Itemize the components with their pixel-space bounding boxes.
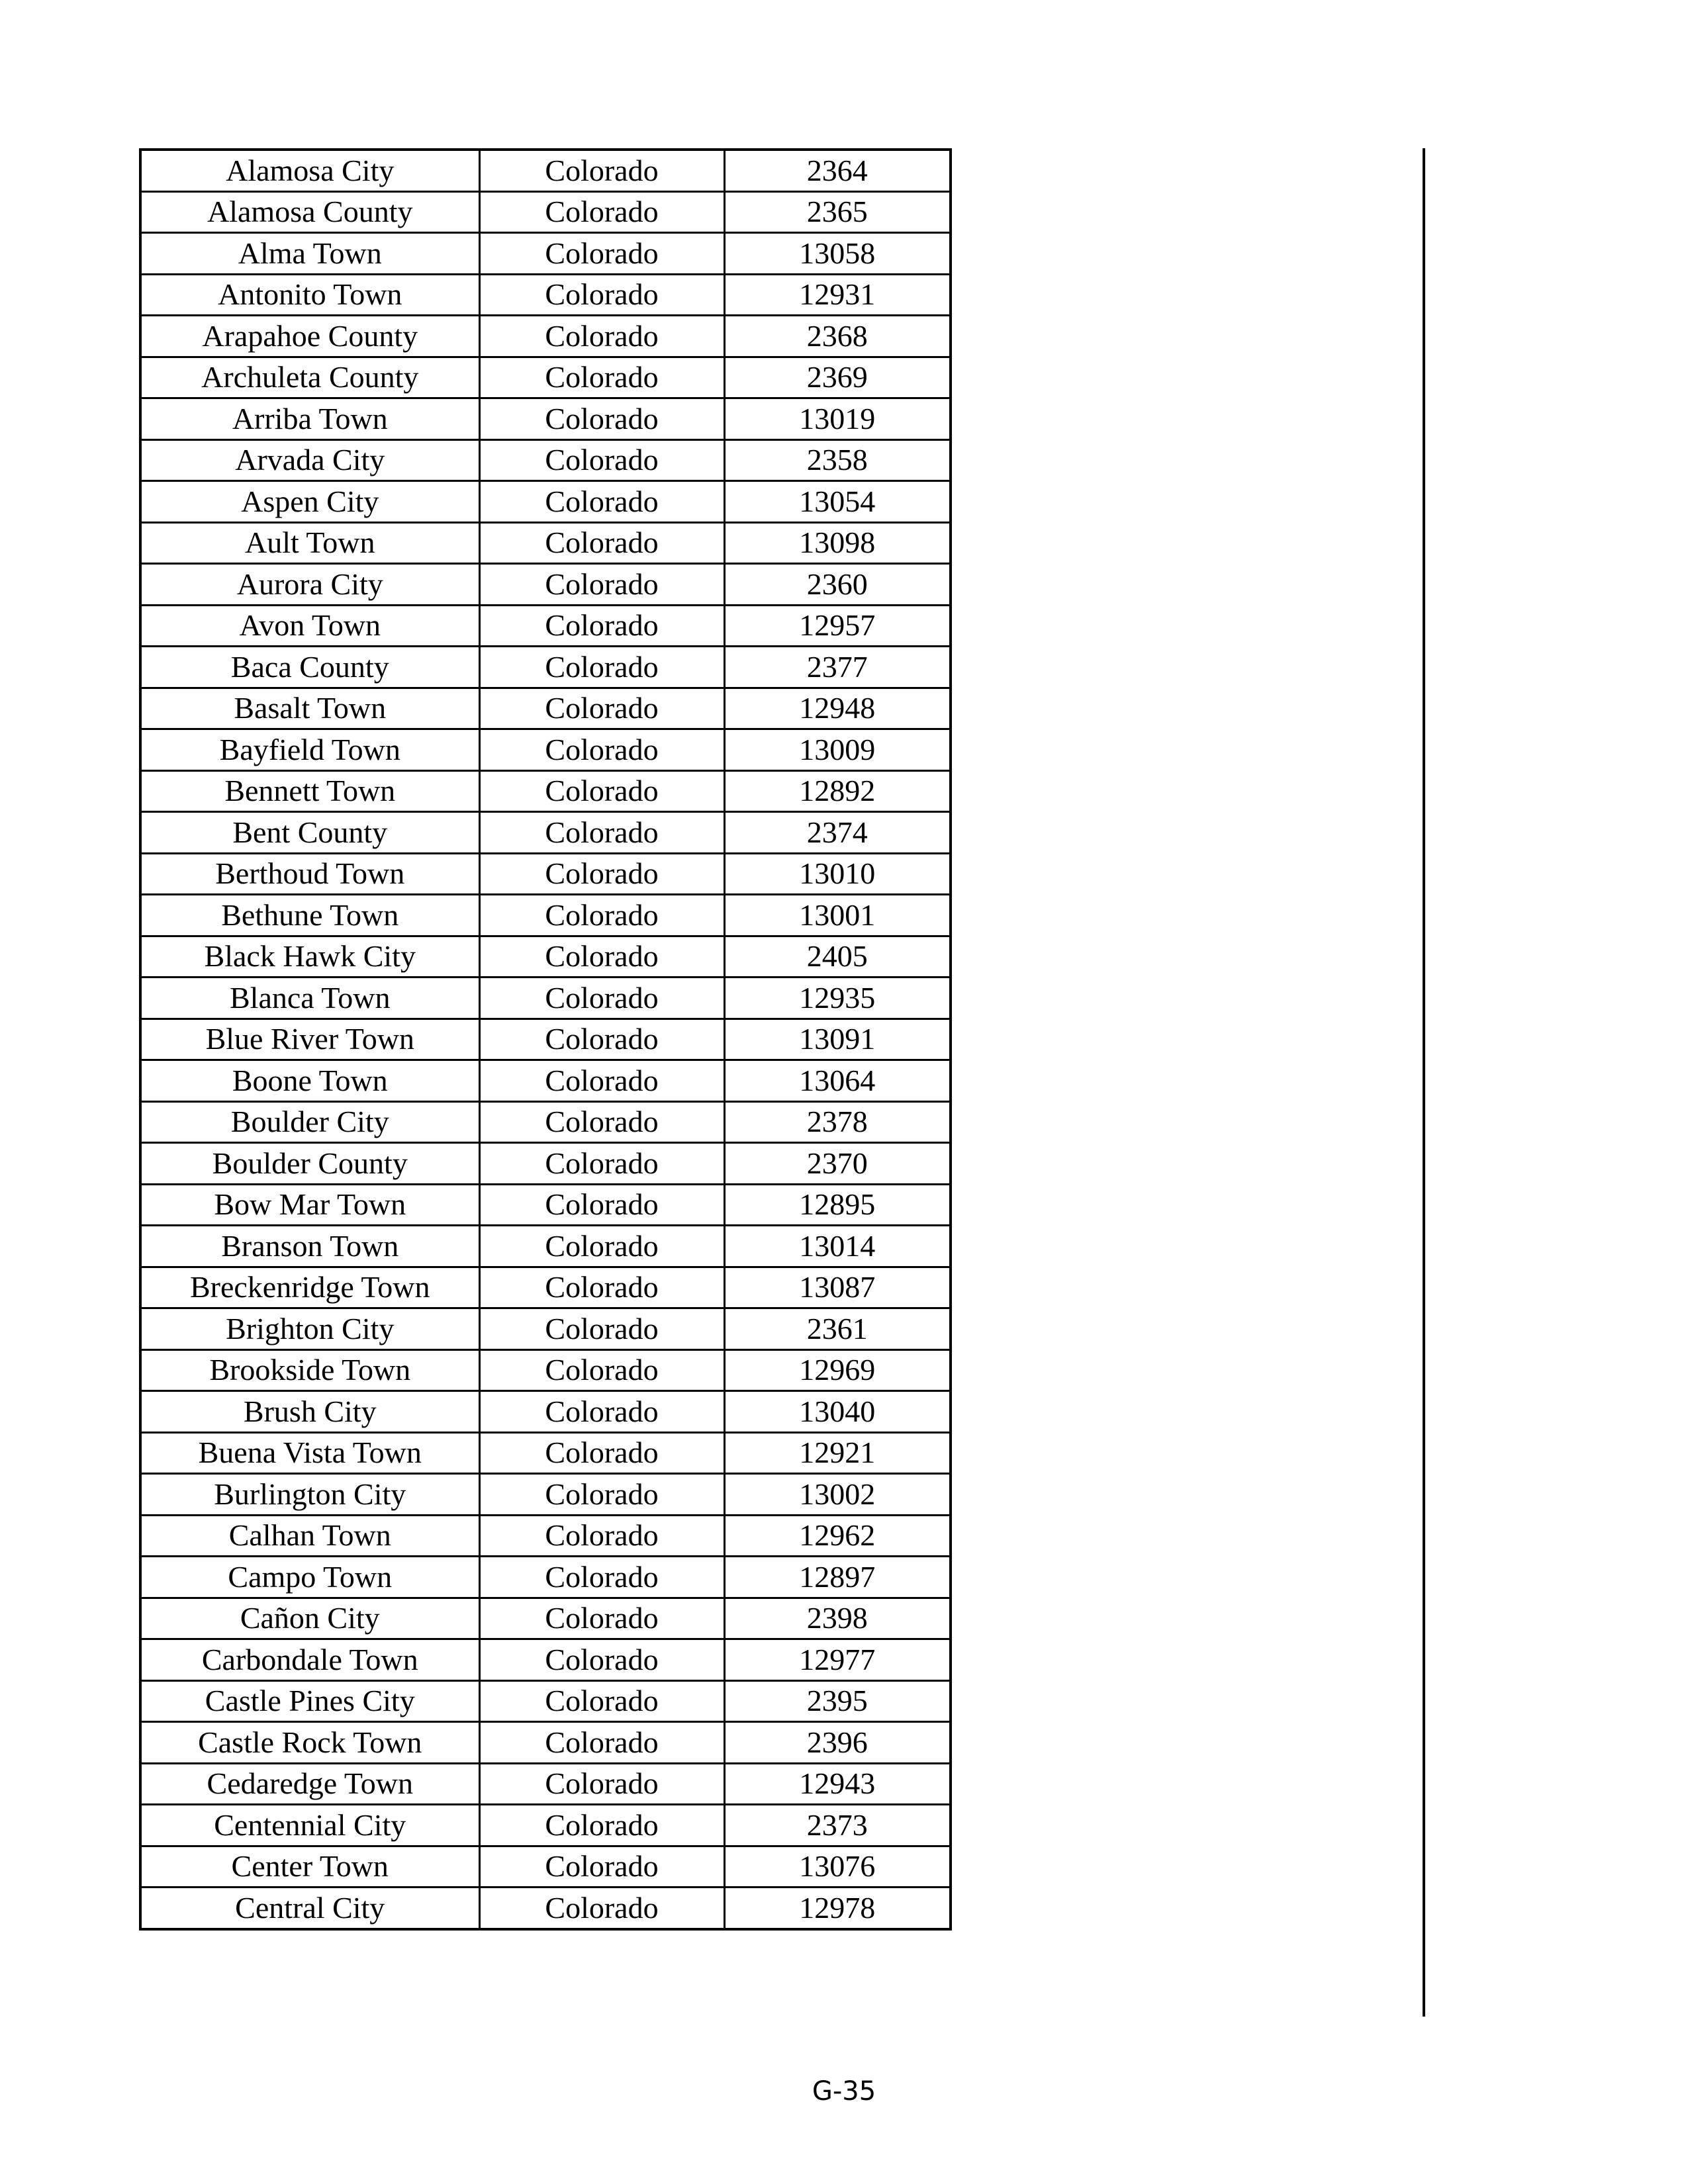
state-cell: Colorado: [479, 1308, 724, 1350]
state-cell: Colorado: [479, 1888, 724, 1929]
state-cell: Colorado: [479, 1101, 724, 1143]
jurisdiction-name-cell: Aurora City: [140, 564, 479, 606]
state-cell: Colorado: [479, 522, 724, 564]
state-cell: Colorado: [479, 1805, 724, 1846]
id-number-cell: 13001: [724, 895, 951, 936]
id-number-cell: 2377: [724, 647, 951, 688]
page-number: G-35: [812, 2076, 876, 2107]
table-row: [140, 1639, 951, 1681]
table-row: [140, 936, 951, 978]
jurisdiction-name-cell: Brush City: [140, 1391, 479, 1433]
id-number-cell: 13098: [724, 522, 951, 564]
table-row: [140, 1805, 951, 1846]
id-number-cell: 13087: [724, 1267, 951, 1308]
table-row: [140, 233, 951, 275]
id-number-cell: 2365: [724, 191, 951, 233]
jurisdiction-name-cell: Brighton City: [140, 1308, 479, 1350]
jurisdiction-name-cell: Ault Town: [140, 522, 479, 564]
id-number-cell: 12892: [724, 770, 951, 812]
jurisdiction-name-cell: Buena Vista Town: [140, 1432, 479, 1474]
table-row: [140, 647, 951, 688]
id-number-cell: 12943: [724, 1763, 951, 1805]
id-number-cell: 12921: [724, 1432, 951, 1474]
table-row: [140, 274, 951, 316]
jurisdiction-name-cell: Cañon City: [140, 1598, 479, 1639]
state-cell: Colorado: [479, 1143, 724, 1185]
id-number-cell: 2374: [724, 812, 951, 854]
table-row: [140, 1474, 951, 1516]
jurisdiction-name-cell: Bethune Town: [140, 895, 479, 936]
id-number-cell: 2398: [724, 1598, 951, 1639]
jurisdiction-name-cell: Alma Town: [140, 233, 479, 275]
state-cell: Colorado: [479, 895, 724, 936]
table-row: [140, 1722, 951, 1764]
jurisdiction-name-cell: Aspen City: [140, 481, 479, 523]
table-row: [140, 978, 951, 1019]
jurisdiction-name-cell: Blanca Town: [140, 978, 479, 1019]
table-row: [140, 853, 951, 895]
id-number-cell: 13076: [724, 1846, 951, 1888]
table-row: [140, 895, 951, 936]
state-cell: Colorado: [479, 1060, 724, 1102]
table-row: [140, 1226, 951, 1267]
jurisdiction-name-cell: Alamosa County: [140, 191, 479, 233]
table-row: [140, 398, 951, 440]
state-cell: Colorado: [479, 274, 724, 316]
id-number-cell: 12978: [724, 1888, 951, 1929]
id-number-cell: 12969: [724, 1349, 951, 1391]
jurisdiction-name-cell: Arriba Town: [140, 398, 479, 440]
state-cell: Colorado: [479, 357, 724, 398]
jurisdiction-name-cell: Breckenridge Town: [140, 1267, 479, 1308]
id-number-cell: 12931: [724, 274, 951, 316]
state-cell: Colorado: [479, 1515, 724, 1557]
id-number-cell: 13064: [724, 1060, 951, 1102]
id-number-cell: 2368: [724, 316, 951, 357]
table-row: [140, 1101, 951, 1143]
state-cell: Colorado: [479, 1267, 724, 1308]
state-cell: Colorado: [479, 1680, 724, 1722]
state-cell: Colorado: [479, 1019, 724, 1060]
jurisdiction-name-cell: Bent County: [140, 812, 479, 854]
state-cell: Colorado: [479, 812, 724, 854]
table-row: [140, 481, 951, 523]
table-row: [140, 729, 951, 771]
state-cell: Colorado: [479, 1598, 724, 1639]
id-number-cell: 13040: [724, 1391, 951, 1433]
jurisdiction-name-cell: Boulder City: [140, 1101, 479, 1143]
jurisdiction-name-cell: Arapahoe County: [140, 316, 479, 357]
state-cell: Colorado: [479, 1846, 724, 1888]
jurisdiction-name-cell: Black Hawk City: [140, 936, 479, 978]
jurisdiction-name-cell: Branson Town: [140, 1226, 479, 1267]
state-cell: Colorado: [479, 647, 724, 688]
table-row: [140, 1349, 951, 1391]
jurisdiction-name-cell: Burlington City: [140, 1474, 479, 1516]
table-row: [140, 1888, 951, 1929]
state-cell: Colorado: [479, 978, 724, 1019]
id-number-cell: 12897: [724, 1557, 951, 1598]
id-number-cell: 2405: [724, 936, 951, 978]
right-margin-rule: [1423, 148, 1425, 2017]
state-cell: Colorado: [479, 439, 724, 481]
state-cell: Colorado: [479, 564, 724, 606]
table-row: [140, 1060, 951, 1102]
table-row: [140, 1763, 951, 1805]
id-number-cell: 13009: [724, 729, 951, 771]
id-number-cell: 13058: [724, 233, 951, 275]
jurisdiction-name-cell: Central City: [140, 1888, 479, 1929]
jurisdiction-name-cell: Bayfield Town: [140, 729, 479, 771]
id-number-cell: 2378: [724, 1101, 951, 1143]
id-number-cell: 13019: [724, 398, 951, 440]
state-cell: Colorado: [479, 233, 724, 275]
jurisdiction-name-cell: Campo Town: [140, 1557, 479, 1598]
state-cell: Colorado: [479, 1722, 724, 1764]
state-cell: Colorado: [479, 853, 724, 895]
table-row: [140, 439, 951, 481]
state-cell: Colorado: [479, 1639, 724, 1681]
table-row: [140, 150, 951, 191]
state-cell: Colorado: [479, 150, 724, 191]
table-row: [140, 1557, 951, 1598]
table-row: [140, 522, 951, 564]
table-body: [140, 150, 951, 1929]
id-number-cell: 2370: [724, 1143, 951, 1185]
id-number-cell: 2364: [724, 150, 951, 191]
state-cell: Colorado: [479, 481, 724, 523]
table-row: [140, 1680, 951, 1722]
table-row: [140, 770, 951, 812]
table-row: [140, 812, 951, 854]
jurisdiction-name-cell: Cedaredge Town: [140, 1763, 479, 1805]
table-row: [140, 1846, 951, 1888]
jurisdiction-name-cell: Baca County: [140, 647, 479, 688]
id-number-cell: 12957: [724, 605, 951, 647]
jurisdiction-name-cell: Boone Town: [140, 1060, 479, 1102]
jurisdiction-name-cell: Boulder County: [140, 1143, 479, 1185]
id-number-cell: 13014: [724, 1226, 951, 1267]
jurisdiction-name-cell: Archuleta County: [140, 357, 479, 398]
id-number-cell: 2395: [724, 1680, 951, 1722]
jurisdiction-name-cell: Arvada City: [140, 439, 479, 481]
table-row: [140, 316, 951, 357]
jurisdiction-name-cell: Castle Pines City: [140, 1680, 479, 1722]
jurisdiction-name-cell: Basalt Town: [140, 688, 479, 729]
jurisdiction-name-cell: Berthoud Town: [140, 853, 479, 895]
table-row: [140, 1019, 951, 1060]
state-cell: Colorado: [479, 688, 724, 729]
table-row: [140, 564, 951, 606]
jurisdiction-name-cell: Brookside Town: [140, 1349, 479, 1391]
jurisdiction-name-cell: Centennial City: [140, 1805, 479, 1846]
table-row: [140, 1432, 951, 1474]
jurisdiction-name-cell: Alamosa City: [140, 150, 479, 191]
id-number-cell: 2396: [724, 1722, 951, 1764]
state-cell: Colorado: [479, 605, 724, 647]
state-cell: Colorado: [479, 398, 724, 440]
id-number-cell: 12948: [724, 688, 951, 729]
table-row: [140, 1515, 951, 1557]
state-cell: Colorado: [479, 1557, 724, 1598]
id-number-cell: 12895: [724, 1184, 951, 1226]
state-cell: Colorado: [479, 1226, 724, 1267]
table-row: [140, 605, 951, 647]
state-cell: Colorado: [479, 1349, 724, 1391]
state-cell: Colorado: [479, 1763, 724, 1805]
id-number-cell: 13054: [724, 481, 951, 523]
id-number-cell: 2373: [724, 1805, 951, 1846]
jurisdiction-table: [139, 148, 952, 1931]
jurisdiction-name-cell: Bennett Town: [140, 770, 479, 812]
state-cell: Colorado: [479, 1391, 724, 1433]
state-cell: Colorado: [479, 1474, 724, 1516]
id-number-cell: 13002: [724, 1474, 951, 1516]
jurisdiction-name-cell: Carbondale Town: [140, 1639, 479, 1681]
table-row: [140, 688, 951, 729]
state-cell: Colorado: [479, 316, 724, 357]
id-number-cell: 2360: [724, 564, 951, 606]
table-row: [140, 1267, 951, 1308]
state-cell: Colorado: [479, 770, 724, 812]
jurisdiction-name-cell: Avon Town: [140, 605, 479, 647]
table-row: [140, 1143, 951, 1185]
id-number-cell: 2361: [724, 1308, 951, 1350]
state-cell: Colorado: [479, 1184, 724, 1226]
id-number-cell: 13091: [724, 1019, 951, 1060]
state-cell: Colorado: [479, 729, 724, 771]
jurisdiction-name-cell: Blue River Town: [140, 1019, 479, 1060]
table-row: [140, 1391, 951, 1433]
jurisdiction-name-cell: Bow Mar Town: [140, 1184, 479, 1226]
id-number-cell: 13010: [724, 853, 951, 895]
table-row: [140, 357, 951, 398]
jurisdiction-name-cell: Antonito Town: [140, 274, 479, 316]
table-row: [140, 1308, 951, 1350]
jurisdiction-name-cell: Center Town: [140, 1846, 479, 1888]
jurisdiction-name-cell: Castle Rock Town: [140, 1722, 479, 1764]
state-cell: Colorado: [479, 191, 724, 233]
jurisdiction-name-cell: Calhan Town: [140, 1515, 479, 1557]
id-number-cell: 12962: [724, 1515, 951, 1557]
state-cell: Colorado: [479, 1432, 724, 1474]
state-cell: Colorado: [479, 936, 724, 978]
table-row: [140, 191, 951, 233]
table-row: [140, 1598, 951, 1639]
id-number-cell: 12935: [724, 978, 951, 1019]
id-number-cell: 2369: [724, 357, 951, 398]
id-number-cell: 12977: [724, 1639, 951, 1681]
table-row: [140, 1184, 951, 1226]
id-number-cell: 2358: [724, 439, 951, 481]
